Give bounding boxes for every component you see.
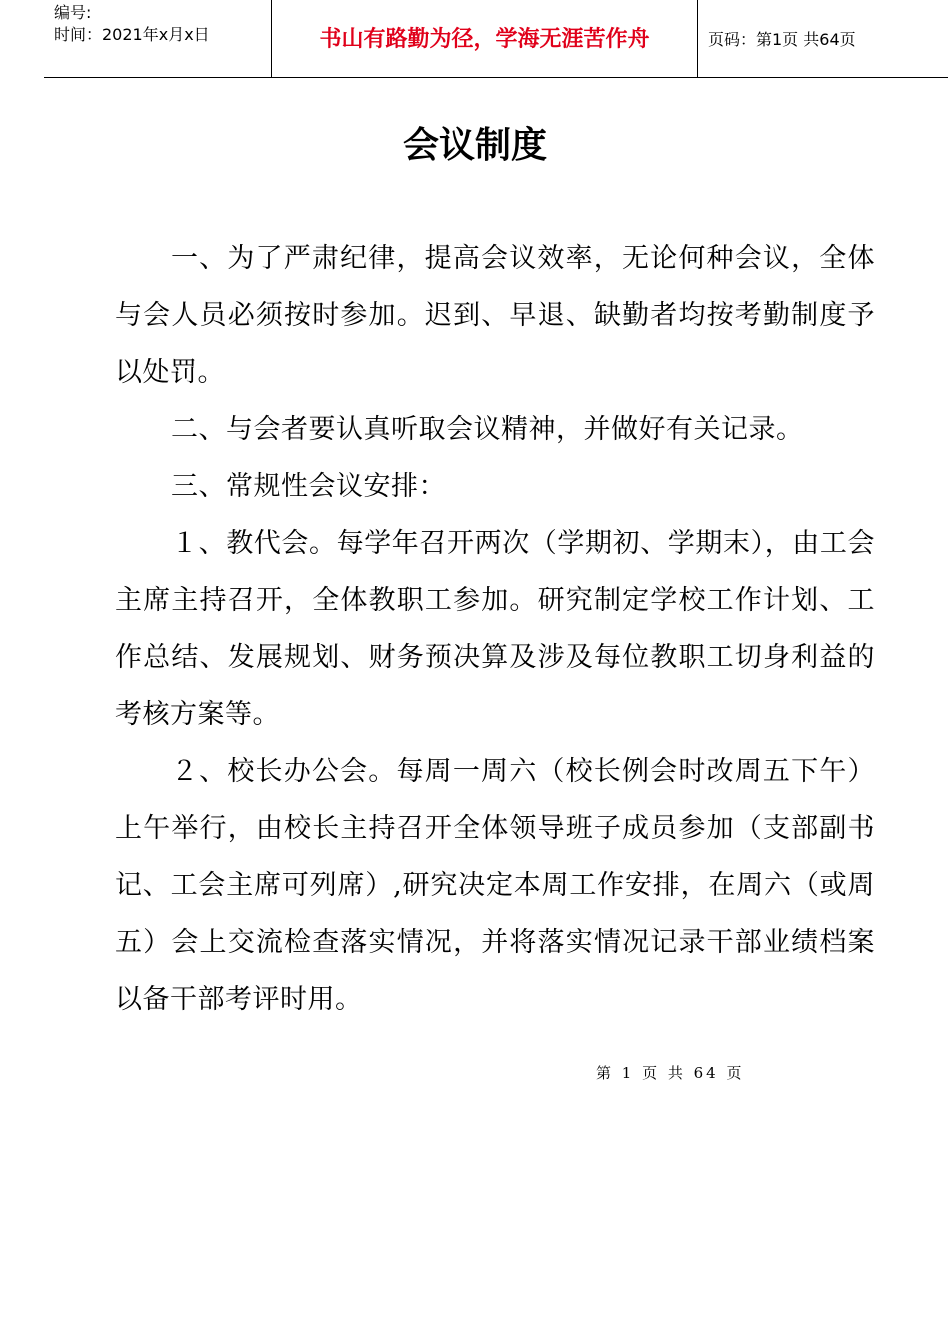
header-number-label: 编号: [54, 3, 92, 22]
paragraph-4: １、教代会。每学年召开两次（学期初、学期末），由工会主席主持召开，全体教职工参加。研究制定学校工作计划、工作总结、发展规划、财务预决算及涉及每位教职工切身利益的考核方案等。 [115, 528, 875, 730]
header-meta [44, 0, 272, 77]
header-motto: 书山有路勤为径，学海无涯苦作舟 [272, 0, 698, 77]
document-title: 会议制度 [402, 125, 547, 166]
header-page-code: 页码：第1页 共64页 [708, 30, 856, 49]
header-time-label: 时间：2021年x月x日 [54, 25, 210, 44]
paragraph-3: 三、常规性会议安排： [171, 471, 446, 502]
page-footer: 第 1 页 共 64 页 [596, 1064, 745, 1082]
document-body [115, 230, 875, 1028]
paragraph-5: ２、校长办公会。每周一周六（校长例会时改周五下午）上午举行，由校长主持召开全体领导班子成员参加（支部副书记、工会主席可列席）,研究决定本周工作安排，在周六（或周五）会上交流检查落实情况，并将落实情况记录干部业绩档案以备干部考评时用。 [115, 756, 875, 1015]
paragraph-2: 二、与会者要认真听取会议精神，并做好有关记录。 [171, 414, 804, 445]
paragraph-1: 一、为了严肃纪律，提高会议效率，无论何种会议，全体与会人员必须按时参加。迟到、早退、缺勤者均按考勤制度予以处罚。 [115, 243, 875, 388]
page-header [44, 0, 948, 78]
